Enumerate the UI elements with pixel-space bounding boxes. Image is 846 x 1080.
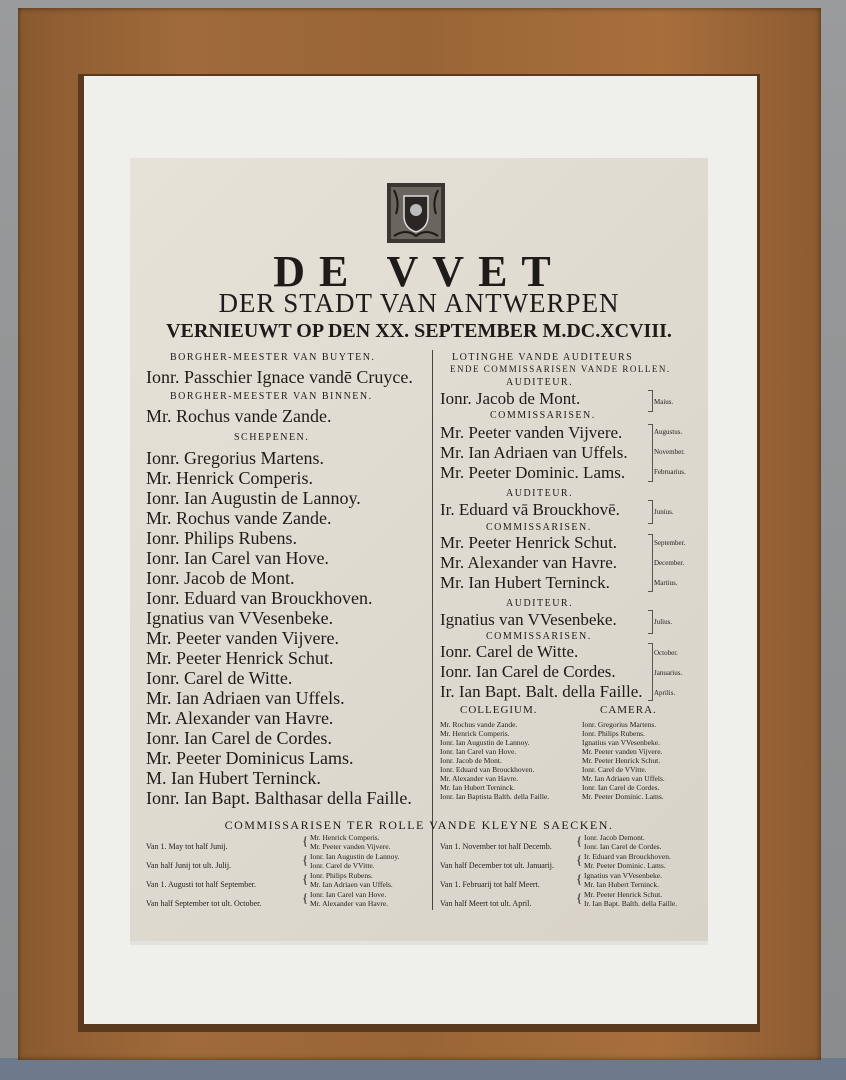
commissaris-name: Mr. Peeter Dominic. Lams.: [440, 463, 626, 482]
bottom-divider: [432, 838, 433, 910]
schepen-name: Mr. Rochus vande Zande.: [146, 508, 332, 528]
schepen-name: Ionr. Ian Augustin de Lannoy.: [146, 488, 361, 508]
rolle-name: Ionr. Ian Carel de Cordes.: [584, 842, 662, 851]
schepen-name: Ionr. Jacob de Mont.: [146, 568, 295, 588]
month-label: Maius.: [654, 398, 674, 406]
collegium-name: Ionr. Eduard van Brouckhoven.: [440, 765, 535, 774]
printed-document: [130, 158, 708, 941]
heading-collegium: COLLEGIUM.: [460, 704, 538, 716]
rolle-name: Ir. Eduard van Brouckhoven.: [584, 852, 671, 861]
collegium-name: Ionr. Ian Baptista Balth. della Faille.: [440, 792, 550, 801]
subtitle: DER STADT VAN ANTWERPEN: [218, 288, 620, 318]
auditeur-name: Ionr. Jacob de Mont.: [440, 389, 581, 408]
page-title: DE VVET: [273, 247, 565, 296]
collegium-name: Mr. Rochus vande Zande.: [440, 720, 518, 729]
schepen-name: Ionr. Philips Rubens.: [146, 528, 298, 548]
heading-commissarisen: COMMISSARISEN.: [490, 410, 596, 421]
collegium-name: Ionr. Ian Carel van Hove.: [440, 747, 517, 756]
schepen-name: Ionr. Ian Carel de Cordes.: [146, 728, 332, 748]
month-label: November.: [654, 448, 685, 456]
commissaris-name: Ir. Ian Bapt. Balt. della Faille.: [440, 682, 643, 701]
rolle-name: Mr. Alexander van Havre.: [310, 899, 389, 908]
schepen-name: Mr. Peeter vanden Vijvere.: [146, 628, 340, 648]
brace-icon: {: [576, 890, 583, 905]
rolle-name: Ionr. Ian Augustin de Lannoy.: [310, 852, 400, 861]
name-buyten: Ionr. Passchier Ignace vandē Cruyce.: [146, 367, 413, 387]
floor-strip: [0, 1058, 846, 1080]
schepen-name: Ionr. Gregorius Martens.: [146, 448, 324, 468]
commissaris-name: Mr. Ian Hubert Terninck.: [440, 573, 610, 592]
month-label: Junius.: [654, 508, 674, 516]
commissaris-name: Mr. Alexander van Havre.: [440, 553, 618, 572]
period-label: Van half December tot ult. Januarij.: [440, 861, 554, 870]
commissaris-name: Mr. Ian Adriaen van Uffels.: [440, 443, 628, 462]
camera-name: Ionr. Gregorius Martens.: [582, 720, 657, 729]
month-label: Aprilis.: [654, 689, 676, 697]
period-label: Van 1. Februarij tot half Meert.: [440, 880, 540, 889]
schepen-name: Ignatius van VVesenbeke.: [146, 608, 334, 628]
period-label: Van half Junij tot ult. Julij.: [146, 861, 232, 870]
period-label: Van half Meert tot ult. April.: [440, 899, 532, 908]
bracket: [648, 424, 653, 482]
camera-name: Ionr. Philips Rubens.: [582, 729, 645, 738]
schepen-name: Ionr. Ian Bapt. Balthasar della Faille.: [146, 788, 412, 808]
bracket: [648, 534, 653, 592]
brace-icon: {: [302, 871, 309, 886]
date-line: VERNIEUWT OP DEN XX. SEPTEMBER M.DC.XCVIII.: [166, 320, 672, 342]
rolle-name: Mr. Ian Adriaen van Uffels.: [310, 880, 393, 889]
coat-of-arms-icon: [386, 182, 446, 244]
name-binnen: Mr. Rochus vande Zande.: [146, 406, 332, 426]
heading-commissarisen: COMMISSARISEN.: [486, 522, 592, 533]
rolle-name: Ignatius van VVesenbeke.: [584, 871, 662, 880]
camera-name: Ionr. Ian Carel de Cordes.: [582, 783, 660, 792]
bracket: [648, 390, 653, 412]
bracket: [648, 643, 653, 701]
heading-auditeur: AUDITEUR.: [506, 377, 574, 388]
rolle-name: Ionr. Philips Rubens.: [310, 871, 373, 880]
rolle-name: Mr. Ian Hubert Terninck.: [584, 880, 659, 889]
schepen-name: Mr. Peeter Henrick Schut.: [146, 648, 334, 668]
rolle-name: Mr. Peeter Dominic. Lams.: [584, 861, 666, 870]
auditeur-name: Ir. Eduard vā Brouckhovē.: [440, 500, 620, 519]
schepen-name: Mr. Peeter Dominicus Lams.: [146, 748, 354, 768]
heading-binnen: BORGHER-MEESTER VAN BINNEN.: [170, 391, 373, 402]
rolle-name: Mr. Peeter Henrick Schut.: [584, 890, 663, 899]
auditeur-name: Ignatius van VVesenbeke.: [440, 610, 617, 629]
commissaris-name: Mr. Peeter vanden Vijvere.: [440, 423, 623, 442]
heading-lotinghe: LOTINGHE VANDE AUDITEURS: [452, 352, 634, 363]
period-label: Van 1. Augusti tot half September.: [146, 880, 256, 889]
schepen-name: Ionr. Carel de Witte.: [146, 668, 293, 688]
period-label: Van half September tot ult. October.: [146, 899, 262, 908]
collegium-name: Mr. Henrick Comperis.: [440, 729, 510, 738]
schepen-name: M. Ian Hubert Terninck.: [146, 768, 321, 788]
brace-icon: {: [302, 833, 309, 848]
heading-buyten: BORGHER-MEESTER VAN BUYTEN.: [170, 352, 376, 363]
rolle-name: Ionr. Carel de VVitte.: [310, 861, 375, 870]
brace-icon: {: [576, 871, 583, 886]
camera-name: Mr. Peeter Dominic. Lams.: [582, 792, 664, 801]
heading-auditeur: AUDITEUR.: [506, 598, 574, 609]
camera-name: Mr. Ian Adriaen van Uffels.: [582, 774, 665, 783]
collegium-name: Mr. Ian Hubert Terninck.: [440, 783, 515, 792]
period-label: Van 1. May tot half Junij.: [146, 842, 228, 851]
brace-icon: {: [576, 833, 583, 848]
brace-icon: {: [302, 890, 309, 905]
month-label: Augustus.: [654, 428, 683, 436]
commissaris-name: Ionr. Ian Carel de Cordes.: [440, 662, 616, 681]
brace-icon: {: [576, 852, 583, 867]
month-label: Februarius.: [654, 468, 686, 476]
rolle-name: Ionr. Ian Carel van Hove.: [310, 890, 387, 899]
bracket: [648, 610, 653, 634]
period-label: Van 1. November tot half Decemb.: [440, 842, 552, 851]
schepen-name: Mr. Alexander van Havre.: [146, 708, 334, 728]
heading-commissarisen: COMMISSARISEN.: [486, 631, 592, 642]
month-label: September.: [654, 539, 686, 547]
heading-auditeur: AUDITEUR.: [506, 488, 574, 499]
rolle-name: Mr. Peeter vanden Vijvere.: [310, 842, 391, 851]
collegium-name: Mr. Alexander van Havre.: [440, 774, 519, 783]
commissaris-name: Mr. Peeter Henrick Schut.: [440, 533, 618, 552]
heading-schepenen: SCHEPENEN.: [234, 432, 310, 443]
month-label: October.: [654, 649, 678, 657]
month-label: Januarius.: [654, 669, 683, 677]
brace-icon: {: [302, 852, 309, 867]
schepen-name: Ionr. Eduard van Brouckhoven.: [146, 588, 373, 608]
schepen-name: Mr. Henrick Comperis.: [146, 468, 313, 488]
collegium-name: Ionr. Jacob de Mont.: [440, 756, 502, 765]
schepen-name: Ionr. Ian Carel van Hove.: [146, 548, 329, 568]
camera-name: Ignatius van VVesenbeke.: [582, 738, 660, 747]
heading-kleyne-saecken: COMMISSARISEN TER ROLLE VANDE KLEYNE SAECKEN.: [224, 818, 614, 832]
paper-shadow: [130, 941, 708, 945]
bracket: [648, 500, 653, 524]
collegium-name: Ionr. Ian Augustin de Lannoy.: [440, 738, 530, 747]
month-label: Martius.: [654, 579, 678, 587]
rolle-name: Mr. Henrick Comperis.: [310, 833, 380, 842]
heading-lotinghe-2: ENDE COMMISSARISEN VANDE ROLLEN.: [450, 364, 671, 374]
rolle-name: Ionr. Jacob Demont.: [584, 833, 645, 842]
heading-camera: CAMERA.: [600, 704, 657, 716]
month-label: Julius.: [654, 618, 673, 626]
schepen-name: Mr. Ian Adriaen van Uffels.: [146, 688, 345, 708]
rolle-name: Ir. Ian Bapt. Balth. della Faille.: [584, 899, 678, 908]
month-label: December.: [654, 559, 685, 567]
commissaris-name: Ionr. Carel de Witte.: [440, 642, 579, 661]
camera-name: Ionr. Carel de VVitte.: [582, 765, 647, 774]
camera-name: Mr. Peeter vanden Vijvere.: [582, 747, 663, 756]
camera-name: Mr. Peeter Henrick Schut.: [582, 756, 661, 765]
